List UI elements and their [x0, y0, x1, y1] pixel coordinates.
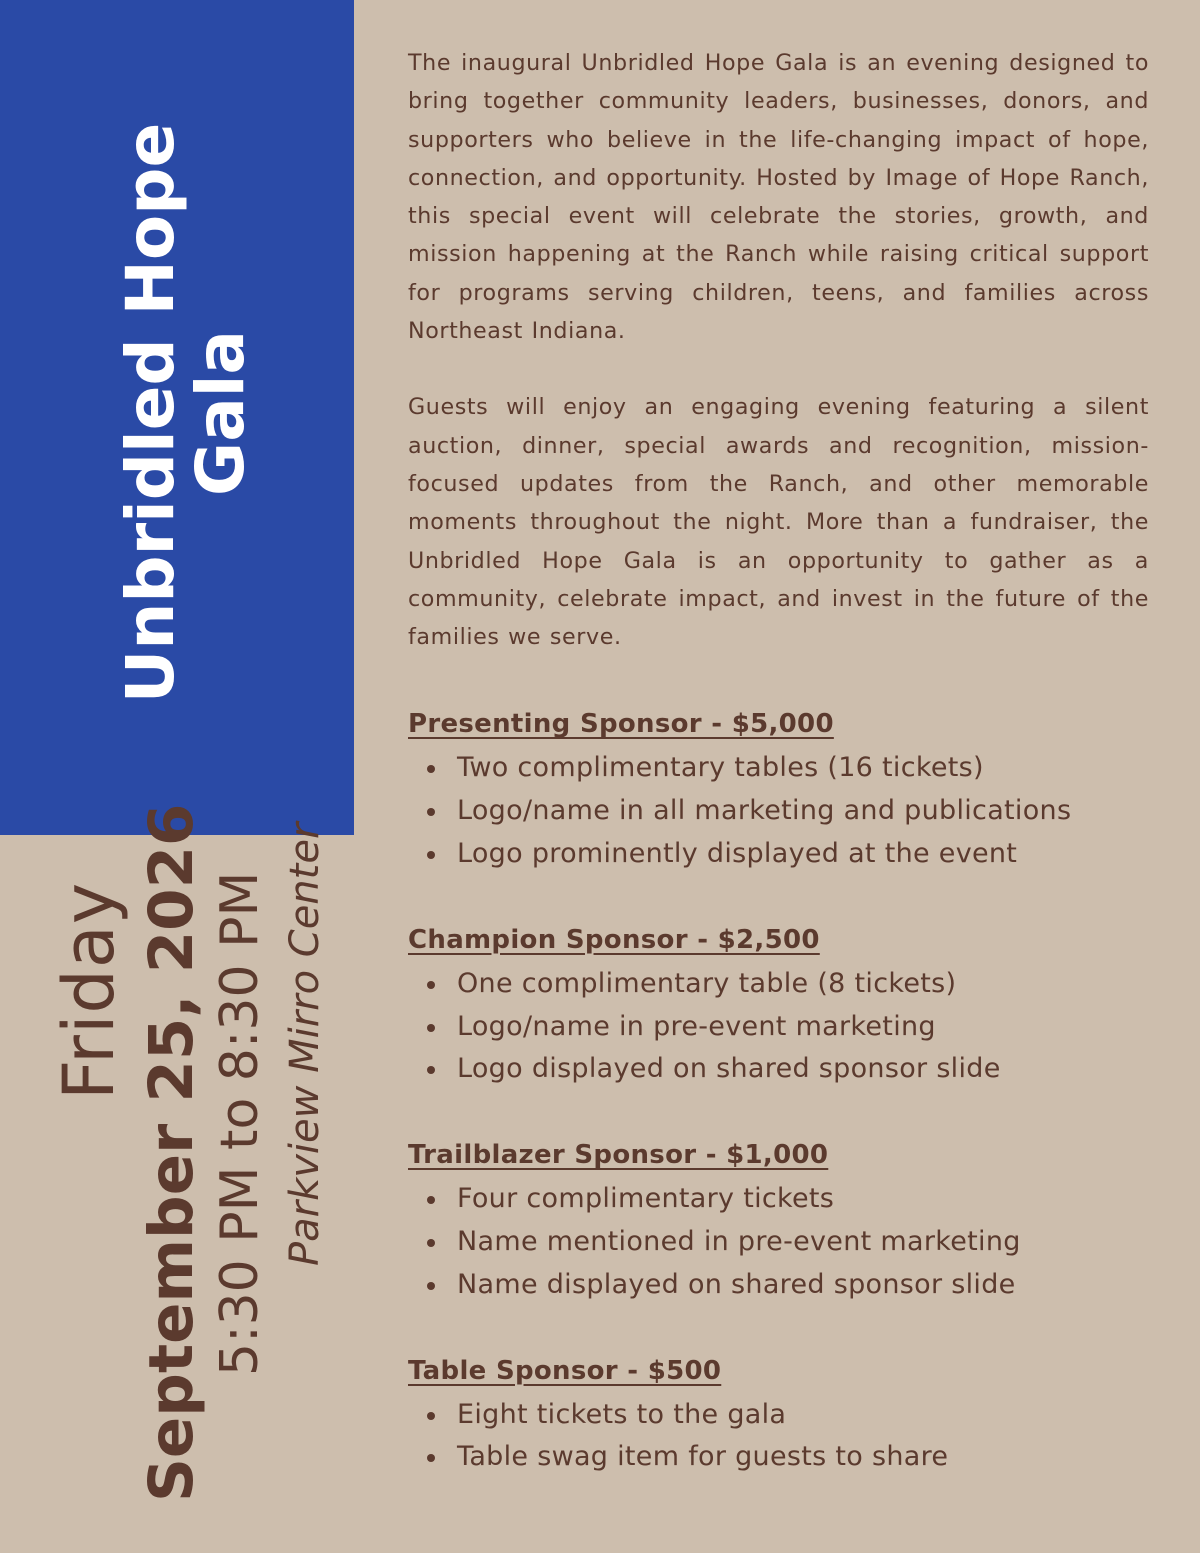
event-title-line1: Unbridled Hope: [112, 122, 189, 704]
benefit-item: [457, 833, 1149, 876]
benefit-item: [457, 1436, 1149, 1479]
benefit-item: [457, 963, 1149, 1006]
benefit-item: [457, 1006, 1149, 1049]
sponsor-tier-heading: Trailblazer Sponsor - $1,000: [408, 1140, 829, 1171]
benefit-text: Name displayed on shared sponsor slide: [457, 1268, 1016, 1300]
benefit-text: One complimentary table (8 tickets): [457, 967, 957, 999]
sponsor-tier-presenting: [408, 706, 1149, 875]
benefit-item: [457, 1178, 1149, 1221]
benefit-text: Two complimentary tables (16 tickets): [457, 752, 984, 784]
benefit-text: Logo prominently displayed at the event: [457, 838, 1018, 870]
bullet-icon: [427, 1282, 435, 1290]
description-paragraph: Guests will enjoy an engaging evening featuring a silent auction, dinner, special awards and recognition, mission-focused updates from the Ranch, and other memorable moments throughout the night. More than a fundraiser, the Unbridled Hope Gala is an opportunity to gather as a community, celebrate impact, and invest in the future of the families we serve.: [408, 394, 1149, 651]
sponsor-benefits-list: [408, 1394, 1149, 1480]
sponsor-benefits-list: [408, 963, 1149, 1091]
bullet-icon: [427, 765, 435, 773]
benefit-item: [457, 1048, 1149, 1091]
bullet-icon: [427, 1066, 435, 1074]
sponsor-tier-heading: Champion Sponsor - $2,500: [408, 924, 820, 955]
benefit-item: [457, 747, 1149, 790]
bullet-icon: [427, 1024, 435, 1032]
event-date: September 25, 2026: [136, 803, 207, 1502]
bullet-icon: [427, 1239, 435, 1247]
sponsor-benefits-list: [408, 1178, 1149, 1306]
event-day: Friday: [48, 881, 130, 1100]
benefit-item: [457, 1221, 1149, 1264]
benefit-text: Four complimentary tickets: [457, 1183, 835, 1215]
benefit-text: Eight tickets to the gala: [457, 1398, 787, 1430]
bullet-icon: [427, 1412, 435, 1420]
benefit-text: Logo/name in pre-event marketing: [457, 1010, 936, 1042]
event-venue: Parkview Mirro Center: [282, 822, 328, 1266]
bullet-icon: [427, 851, 435, 859]
bullet-icon: [427, 981, 435, 989]
benefit-item: [457, 1394, 1149, 1437]
benefit-text: Name mentioned in pre-event marketing: [457, 1226, 1021, 1258]
sponsor-tier-heading: Presenting Sponsor - $5,000: [408, 709, 834, 740]
benefit-text: Table swag item for guests to share: [457, 1441, 949, 1473]
sponsorship-tiers: [408, 706, 1149, 1479]
benefit-item: [457, 1264, 1149, 1307]
sponsor-tier-trailblazer: [408, 1137, 1149, 1306]
sponsor-tier-champion: [408, 922, 1149, 1091]
event-title: [112, 108, 259, 718]
description-paragraph: The inaugural Unbridled Hope Gala is an evening designed to bring together community leaders, businesses, donors, and supporters who believe in the life-changing impact of hope, connection, and opportunity. Hosted by Image of Hope Ranch, this special event will celebrate the stories, growth, and mission happening at the Ranch while raising critical support for programs serving children, teens, and families across Northeast Indiana.: [408, 50, 1149, 345]
bullet-icon: [427, 808, 435, 816]
benefit-text: Logo/name in all marketing and publications: [457, 795, 1072, 827]
event-title-line2: Gala: [182, 330, 259, 496]
benefit-item: [457, 790, 1149, 833]
bullet-icon: [427, 1454, 435, 1462]
event-time: 5:30 PM to 8:30 PM: [210, 871, 270, 1376]
main-content: [408, 44, 1149, 1479]
sponsor-benefits-list: [408, 747, 1149, 875]
sponsor-tier-table: [408, 1353, 1149, 1480]
bullet-icon: [427, 1196, 435, 1204]
sponsor-tier-heading: Table Sponsor - $500: [408, 1355, 722, 1386]
benefit-text: Logo displayed on shared sponsor slide: [457, 1053, 1001, 1085]
